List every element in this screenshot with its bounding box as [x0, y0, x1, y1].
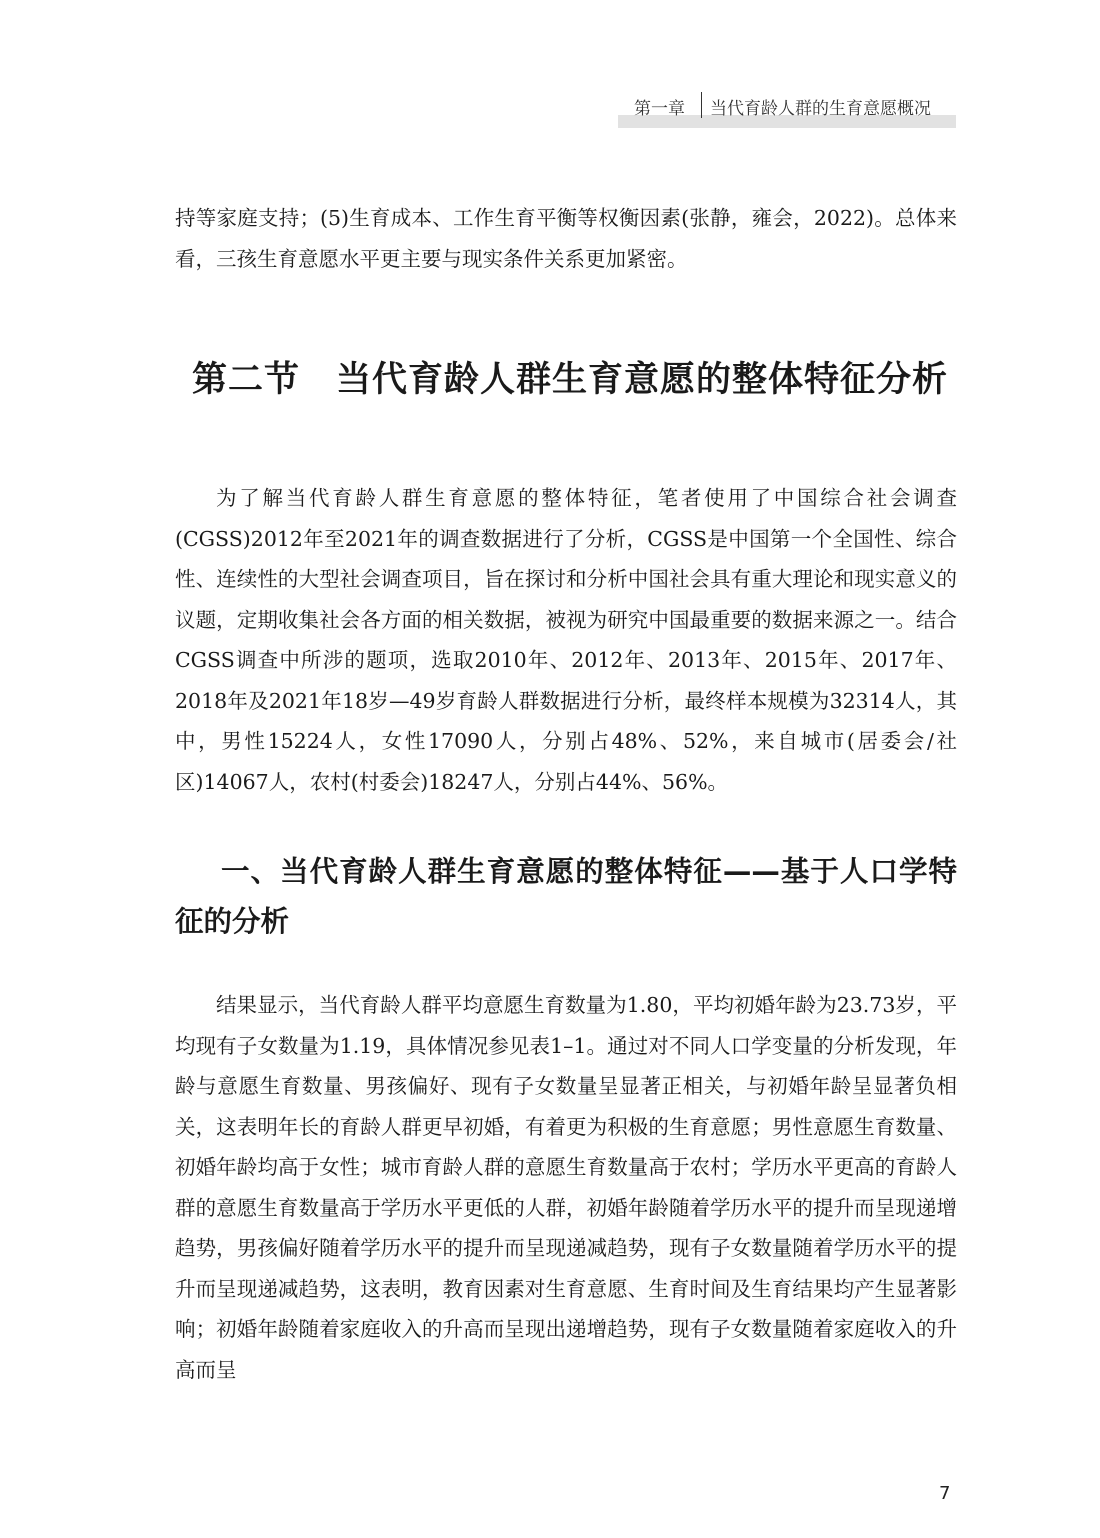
header-divider [701, 92, 702, 118]
continuation-paragraph: 持等家庭支持；(5)生育成本、工作生育平衡等权衡因素(张静，雍会，2022)。总体来看，三孩生育意愿水平更主要与现实条件关系更加紧密。 [175, 206, 957, 271]
subsection-heading: 一、当代育龄人群生育意愿的整体特征——基于人口学特征的分析 [175, 855, 957, 938]
page-number: 7 [939, 1483, 951, 1504]
header-chapter-label: 第一章 [634, 99, 685, 119]
header-chapter-title: 当代育龄人群的生育意愿概况 [710, 99, 931, 119]
intro-paragraph: 为了解当代育龄人群生育意愿的整体特征，笔者使用了中国综合社会调查(CGSS)2012年至2021年的调查数据进行了分析，CGSS是中国第一个全国性、综合性、连续性的大型社会调查项目，旨在探讨和分析中国社会具有重大理论和现实意义的议题，定期收集社会各方面的相关数据，被视为研究中国最重要的数据来源之一。结合CGSS调查中所涉的题项，选取2010年、2012年、2013年、2015年、2017年、2018年及2021年18岁—49岁育龄人群数据进行分析，最终样本规模为32314人，其中，男性15224人，女性17090人，分别占48%、52%，来自城市(居委会/社区)14067人，农村(村委会)18247人，分别占44%、56%。 [175, 486, 957, 794]
running-header [618, 92, 956, 128]
section-heading: 第二节 当代育龄人群生育意愿的整体特征分析 [192, 360, 949, 400]
results-paragraph: 结果显示，当代育龄人群平均意愿生育数量为1.80，平均初婚年龄为23.73岁，平均现有子女数量为1.19，具体情况参见表1–1。通过对不同人口学变量的分析发现，年龄与意愿生育数量、男孩偏好、现有子女数量呈显著正相关，与初婚年龄呈显著负相关，这表明年长的育龄人群更早初婚，有着更为积极的生育意愿；男性意愿生育数量、初婚年龄均高于女性；城市育龄人群的意愿生育数量高于农村；学历水平更高的育龄人群的意愿生育数量高于学历水平更低的人群，初婚年龄随着学历水平的提升而呈现递增趋势，男孩偏好随着学历水平的提升而呈现递减趋势，现有子女数量随着学历水平的提升而呈现递减趋势，这表明，教育因素对生育意愿、生育时间及生育结果均产生显著影响；初婚年龄随着家庭收入的升高而呈现出递增趋势，现有子女数量随着家庭收入的升高而呈 [175, 993, 957, 1382]
